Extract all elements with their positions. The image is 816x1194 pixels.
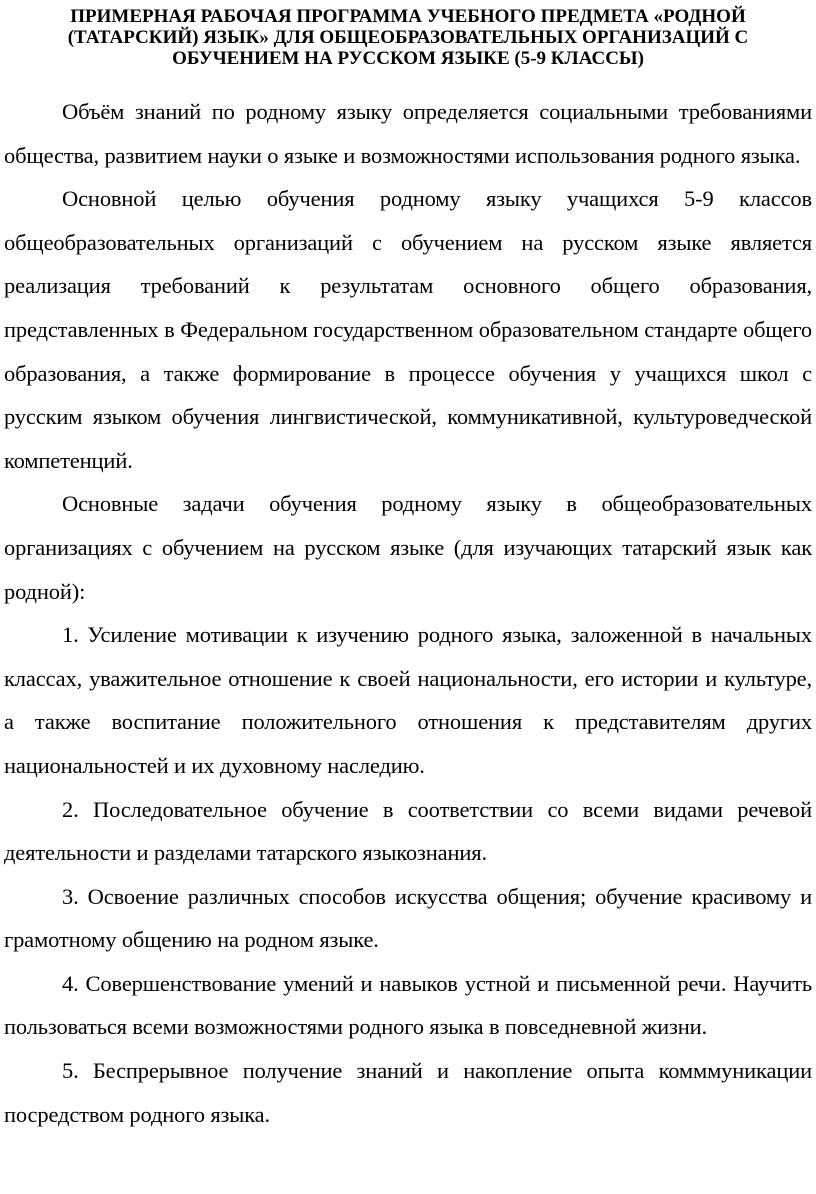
paragraph-intro: Объём знаний по родному языку определяется социальными требованиями общества, развитием науки о языке и возможностями использования родного языка. xyxy=(4,99,812,168)
document-title xyxy=(4,6,812,69)
paragraph-main-goal: Основной целью обучения родному языку учащихся 5-9 классов общеобразовательных организаций с обучением на русском языке является реализация требований к результатам основного общего образования, представленных в Федеральном государственном образовательном стандарте общего образования, а также формирование в процессе обучения у учащихся школ с русским языком обучения лингвистической, коммуникативной, культуроведческой компетенций. xyxy=(4,186,812,473)
paragraph-main-tasks: Основные задачи обучения родному языку в общеобразовательных организациях с обучением на русском языке (для изучающих татарский язык как родной): xyxy=(4,491,812,604)
title-line-1: ПРИМЕРНАЯ РАБОЧАЯ ПРОГРАММА УЧЕБНОГО ПРЕДМЕТА «РОДНОЙ xyxy=(70,6,746,27)
title-line-3: ОБУЧЕНИЕМ НА РУССКОМ ЯЗЫКЕ (5-9 КЛАССЫ) xyxy=(172,48,644,69)
list-item-5: 5. Беспрерывное получение знаний и накопление опыта комммуникации посредством родного языка. xyxy=(4,1058,812,1127)
title-line-2: (ТАТАРСКИЙ) ЯЗЫК» ДЛЯ ОБЩЕОБРАЗОВАТЕЛЬНЫХ ОРГАНИЗАЦИЙ С xyxy=(67,27,749,48)
list-item-3: 3. Освоение различных способов искусства общения; обучение красивому и грамотному общению на родном языке. xyxy=(4,883,812,953)
document-body xyxy=(4,90,812,1136)
list-item-1: 1. Усиление мотивации к изучению родного языка, заложенной в начальных классах, уважительное отношение к своей национальности, его истории и культуре, а также воспитание положительного отношения к представителям других национальностей и их духовному наследию. xyxy=(4,622,812,778)
list-item-2: 2. Последовательное обучение в соответствии со всеми видами речевой деятельности и разделами татарского языкознания. xyxy=(4,796,812,866)
list-item-4: 4. Совершенствование умений и навыков устной и письменной речи. Научить пользоваться всеми возможностями родного языка в повседневной жизни. xyxy=(4,970,812,1040)
